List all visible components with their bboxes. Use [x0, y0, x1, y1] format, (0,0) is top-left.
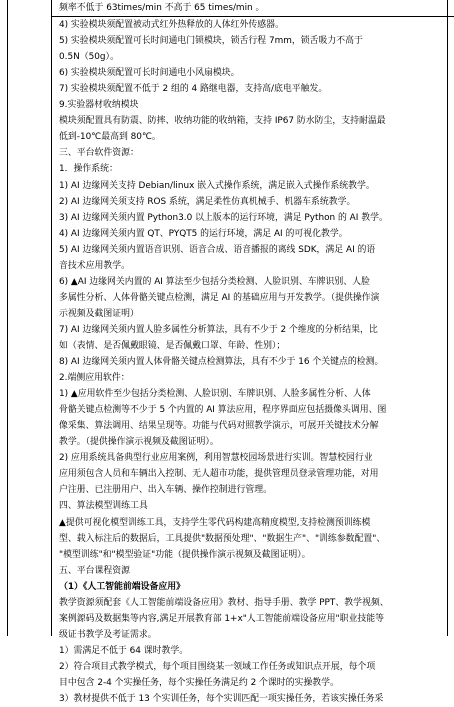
text-line: 1）需满足不低于 64 课时教学。 — [59, 645, 189, 656]
section-heading: 四、算法模型训练工具 — [59, 501, 148, 512]
text-line: 频率不低于 63times/min 不高于 65 times/min 。 — [59, 3, 265, 13]
text-line: 音技术应用教学。 — [59, 260, 130, 271]
text-line: 应用须包含人员和车辆出入控制、无人超市功能，提供管理员登录管理功能，对用 — [59, 469, 379, 480]
text-line: 7) 实验模块须配置不低于 2 组的 4 路继电器，支持高/底电平触发。 — [59, 84, 328, 95]
subsection-heading: 1．操作系统： — [59, 164, 118, 175]
text-line: 3）教材提供不低于 13 个实训任务，每个实训匹配一项实操任务，若该实操任务采 — [59, 694, 384, 705]
text-line: 5) 实验模块须配置可长时间通电门锁模块，锁舌行程 7mm，锁舌吸力不高于 — [59, 36, 363, 47]
text-line: 户注册、已注册用户、出入车辆、操作控制进行管理。 — [59, 485, 272, 496]
text-line: 6) 实验模块须配置可长时间通电小风扇模块。 — [59, 68, 240, 79]
text-line: 如（表情、是否佩戴眼镜、是否佩戴口罩、年龄、性别）； — [59, 340, 286, 351]
text-line: 0.5N（50g）。 — [59, 52, 119, 63]
text-line: 模块须配置具有防震、防摔、收纳功能的收纳箱，支持 IP67 防水防尘，支持耐温最 — [59, 116, 386, 127]
course-title: （1）《人工智能前端设备应用》 — [59, 581, 185, 592]
text-line: 1) ▲应用软件至少包括分类检测、人脸识别、车牌识别、人脸多属性分析、人体 — [59, 389, 371, 400]
text-line: 2) 应用系统具备典型行业应用案例，利用智慧校园场景进行实训。智慧校园行业 — [59, 453, 373, 464]
text-line: 5) AI 边缘网关须内置语音识别、语音合成、语音播报的离线 SDK，满足 AI 的语 — [59, 244, 376, 255]
text-line: 2）符合项目式教学模式，每个项目围绕某一领域工作任务或知识点开展，每个项 — [59, 661, 376, 672]
text-line: ▲提供可视化模型训练工具，支持学生零代码构建高精度模型,支持检测预训练模 — [59, 517, 371, 528]
text-line: 型、载入标注后的数据后，工具提供"数据预处理"、"数据生产"、"训练参数配置"、 — [59, 533, 386, 544]
text-line: 1) AI 边缘网关支持 Debian/linux 嵌入式操作系统，满足嵌入式操作系统教学。 — [59, 180, 375, 191]
table-column-divider — [51, 0, 52, 636]
text-line: "模型训练"和"模型验证"功能（提供操作演示视频及截图证明）。 — [59, 549, 311, 560]
text-line: 4) AI 边缘网关须内置 QT、PYQT5 的运行环境，满足 AI 的可视化教学。 — [59, 228, 348, 239]
text-line: 2) AI 边缘网关须支持 ROS 系统，满足柔性仿真机械手、机器车系统教学。 — [59, 196, 356, 207]
text-line: 低到-10℃最高到 80℃。 — [59, 132, 161, 143]
table-border-left — [7, 0, 8, 636]
text-line: 8) AI 边缘网关须内置人体骨骼关键点检测算法，具有不少于 16 个关键点的检测。 — [59, 357, 384, 368]
subsection-heading: 2.端侧应用软件： — [59, 373, 130, 384]
section-heading: 五、平台课程资源 — [59, 565, 130, 576]
text-line: 7) AI 边缘网关须内置人脸多属性分析算法，具有不少于 2 个维度的分析结果，比 — [59, 324, 378, 335]
text-line: 骨骼关键点检测等不少于 5 个内置的 AI 算法应用，程序界面应包括摄像头调用、图 — [59, 405, 387, 416]
text-line: 教学。（提供操作演示视频及截图证明）。 — [59, 437, 219, 448]
text-line: 3) AI 边缘网关须内置 Python3.0 以上版本的运行环境，满足 Python 的 AI 教学。 — [59, 212, 388, 223]
table-border-right — [447, 0, 448, 636]
text-line: 目中包含 2-4 个实操任务，每个实操任务满足约 2 个课时的实操教学。 — [59, 677, 339, 688]
spec-content-cell — [59, 0, 447, 707]
text-line: 多属性分析、人体骨骼关键点检测，满足 AI 的基础应用与开发教学。（提供操作演 — [59, 292, 380, 303]
text-line: 教学资源须配套《人工智能前端设备应用》教材、指导手册、教学 PPT、教学视频、 — [59, 597, 389, 608]
text-line: 级证书教学及考证需求。 — [59, 629, 157, 640]
text-line: 6) ▲AI 边缘网关内置的 AI 算法至少包括分类检测、人脸识别、车牌识别、人脸 — [59, 276, 370, 287]
section-heading: 三、平台软件资源： — [59, 148, 139, 159]
text-line: 像采集、算法调用、结果呈现等。功能与代码对照教学演示，可展开关键技术分解 — [59, 421, 379, 432]
text-line: 案例源码及数据集等内容,满足开展教育部 1+x"人工智能前端设备应用"职业技能等 — [59, 613, 385, 624]
text-line: 4) 实验模块须配置被动式红外热释放的人体红外传感器。 — [59, 20, 284, 31]
text-line: 示视频及截图证明） — [59, 308, 139, 319]
section-heading: 9.实验器材收纳模块 — [59, 100, 139, 111]
